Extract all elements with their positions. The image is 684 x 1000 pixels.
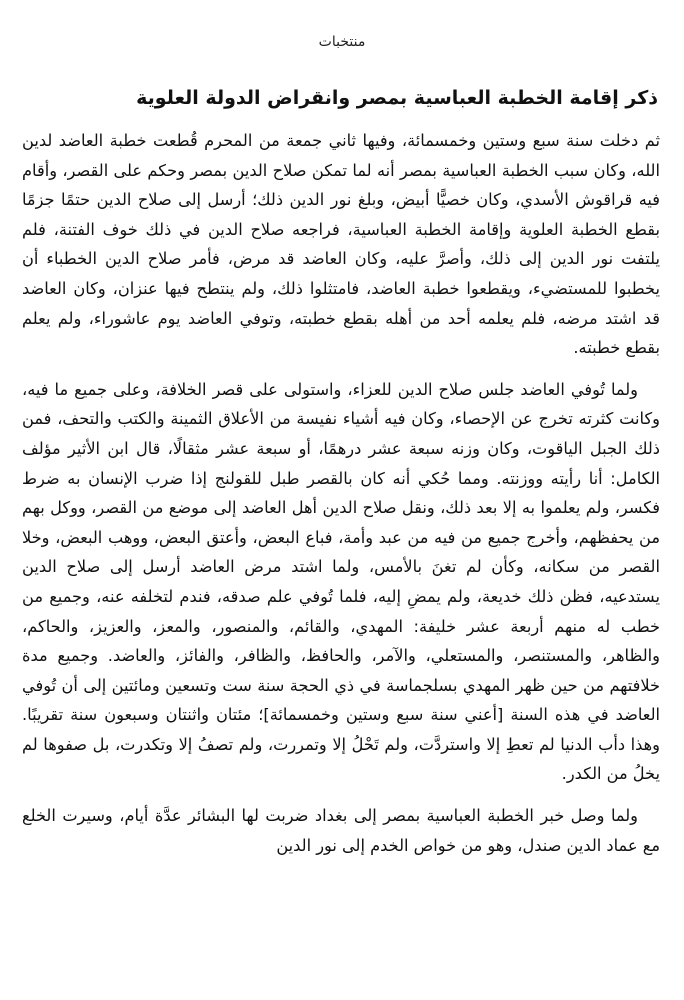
paragraph-1: ثم دخلت سنة سبع وستين وخمسمائة، وفيها ثاني جمعة من المحرم قُطعت خطبة العاضد لدين الله، وكان سبب الخطبة العباسية بمصر أنه لما تمكن صلاح الدين بمصر وحكم على القصر، وأقام فيه قراقوش الأسدي، وكان خصيًّا أبيض، وبلغ نور الدين ذلك؛ أرسل إلى صلاح الدين حتمًا جزمًا بقطع الخطبة العلوية وإقامة الخطبة العباسية، فراجعه صلاح الدين في ذلك خوف الفتنة، فلم يلتفت نور الدين إلى ذلك، وأصرَّ عليه، وكان العاضد قد مرض، فأمر صلاح الدين الخطباء أن يخطبوا للمستضيء، ويقطعوا خطبة العاضد، فامتثلوا ذلك، ولم ينتطح فيها عنزان، وكان العاضد قد اشتد مرضه، فلم يعلمه أحد من أهله بقطع خطبته، وتوفي العاضد يوم عاشوراء، ولم يعلم بقطع خطبته.	[22, 131, 660, 358]
paragraph-3: ولما وصل خبر الخطبة العباسية بمصر إلى بغداد ضربت لها البشائر عدَّة أيام، وسيرت الخلع مع عماد الدين صندل، وهو من خواص الخدم إلى نور الدين	[22, 806, 660, 855]
paragraph-2: ولما تُوفي العاضد جلس صلاح الدين للعزاء، واستولى على قصر الخلافة، وعلى جميع ما فيه، وكانت كثرته تخرج عن الإحصاء، وكان فيه أشياء نفيسة من الأعلاق الثمينة والكتب والتحف، فمن ذلك الجبل الياقوت، وكان وزنه سبعة عشر درهمًا، أو سبعة عشر مثقالًا، قال ابن الأثير مؤلف الكامل: أنا رأيته ووزنته. ومما حُكي أنه كان بالقصر طبل للقولنج إذا ضرب الإنسان به ضرط فكسر، ولم يعلموا به إلا بعد ذلك، ونقل صلاح الدين أهل العاضد إلى موضع من القصر، ووكل بهم من يحفظهم، وأخرج جميع من فيه من عبد وأمة، فباع البعض، وأعتق البعض، ووهب البعض، وخلا القصر من سكانه، وكأن لم تغنَ بالأمس، ولما اشتد مرض العاضد أرسل إلى صلاح الدين يستدعيه، فظن ذلك خديعة، ولم يمضِ إليه، فلما تُوفي علم صدقه، فندم لتخلفه عنه، وجميع من خطب له منهم أربعة عشر خليفة: المهدي، والقائم، والمنصور، والمعز، والعزيز، والحاكم، والظاهر، والمستنصر، والمستعلي، والآمر، والحافظ، والظافر، والفائز، والعاضد. وجميع مدة خلافتهم من حين ظهر المهدي بسلجماسة في ذي الحجة سنة ست وتسعين ومائتين إلى أن تُوفي العاضد في هذه السنة [أعني سنة سبع وستين وخمسمائة]؛ مئتان واثنتان وسبعون سنة تقريبًا. وهذا دأب الدنيا لم تعطِ إلا واستردَّت، ولم تَحْلُ إلا وتمررت، ولم تصفُ إلا وتكدرت، بل صفوها لم يخلُ من الكدر.	[22, 379, 660, 784]
running-header: منتخبات	[318, 34, 366, 50]
chapter-title: ذكر إقامة الخطبة العباسية بمصر وانقراض الدولة العلوية	[136, 87, 658, 109]
body-text	[22, 126, 660, 860]
